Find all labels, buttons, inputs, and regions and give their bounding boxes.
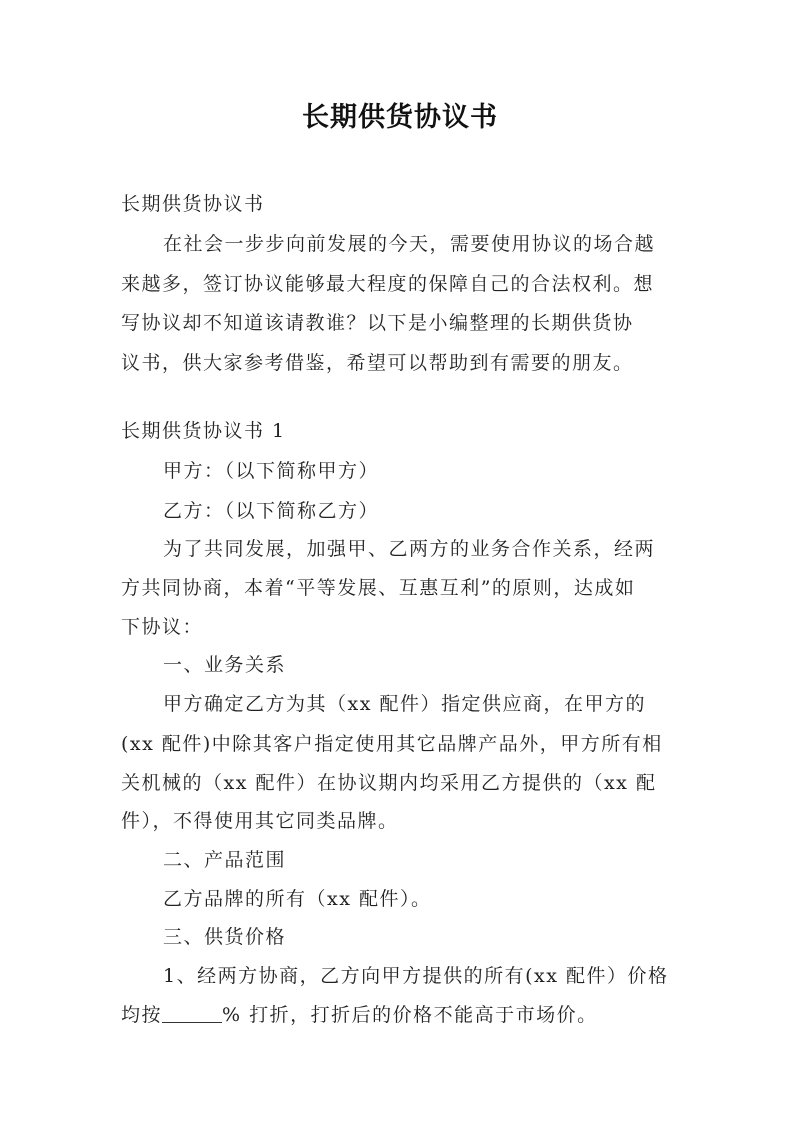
document-title: 长期供货协议书 bbox=[302, 102, 498, 133]
paragraph-line: 关机械的（xx 配件）在协议期内均采用乙方提供的（xx 配 bbox=[121, 772, 657, 794]
paragraph-line: 议书，供大家参考借鉴，希望可以帮助到有需要的朋友。 bbox=[121, 352, 634, 374]
clause-heading: 三、供货价格 bbox=[163, 926, 287, 948]
party-b-line: 乙方：（以下简称乙方） bbox=[163, 500, 380, 522]
clause-heading: 二、产品范围 bbox=[163, 849, 287, 871]
section-heading: 长期供货协议书 bbox=[121, 193, 265, 215]
paragraph-line: (xx 配件)中除其客户指定使用其它品牌产品外，甲方所有相 bbox=[121, 733, 663, 755]
section-heading: 长期供货协议书 1 bbox=[121, 420, 286, 442]
paragraph-line bbox=[121, 1000, 598, 1030]
party-a-line: 甲方：（以下简称甲方） bbox=[163, 460, 380, 482]
paragraph-line: 乙方品牌的所有（xx 配件）。 bbox=[163, 888, 432, 910]
paragraph-line: 来越多，签订协议能够最大程度的保障自己的合法权利。想 bbox=[121, 273, 655, 295]
text-segment: % 打折，打折后的价格不能高于市场价。 bbox=[222, 1004, 598, 1026]
paragraph-line: 写协议却不知道该请教谁？以下是小编整理的长期供货协 bbox=[121, 312, 634, 334]
paragraph-line: 1、经两方协商，乙方向甲方提供的所有(xx 配件）价格 bbox=[163, 965, 669, 987]
paragraph-line: 为了共同发展，加强甲、乙两方的业务合作关系，经两 bbox=[163, 538, 656, 560]
blank-underline bbox=[162, 1002, 222, 1023]
text-segment: 均按 bbox=[121, 1004, 163, 1026]
paragraph-line: 在社会一步步向前发展的今天，需要使用协议的场合越 bbox=[163, 233, 656, 255]
paragraph-line: 下协议： bbox=[121, 616, 204, 638]
clause-heading: 一、业务关系 bbox=[163, 654, 287, 676]
paragraph-line: 甲方确定乙方为其（xx 配件）指定供应商，在甲方的 bbox=[163, 693, 646, 715]
paragraph-line: 方共同协商，本着“平等发展、互惠互利”的原则，达成如 bbox=[121, 577, 636, 599]
paragraph-line: 件），不得使用其它同类品牌。 bbox=[121, 810, 399, 832]
